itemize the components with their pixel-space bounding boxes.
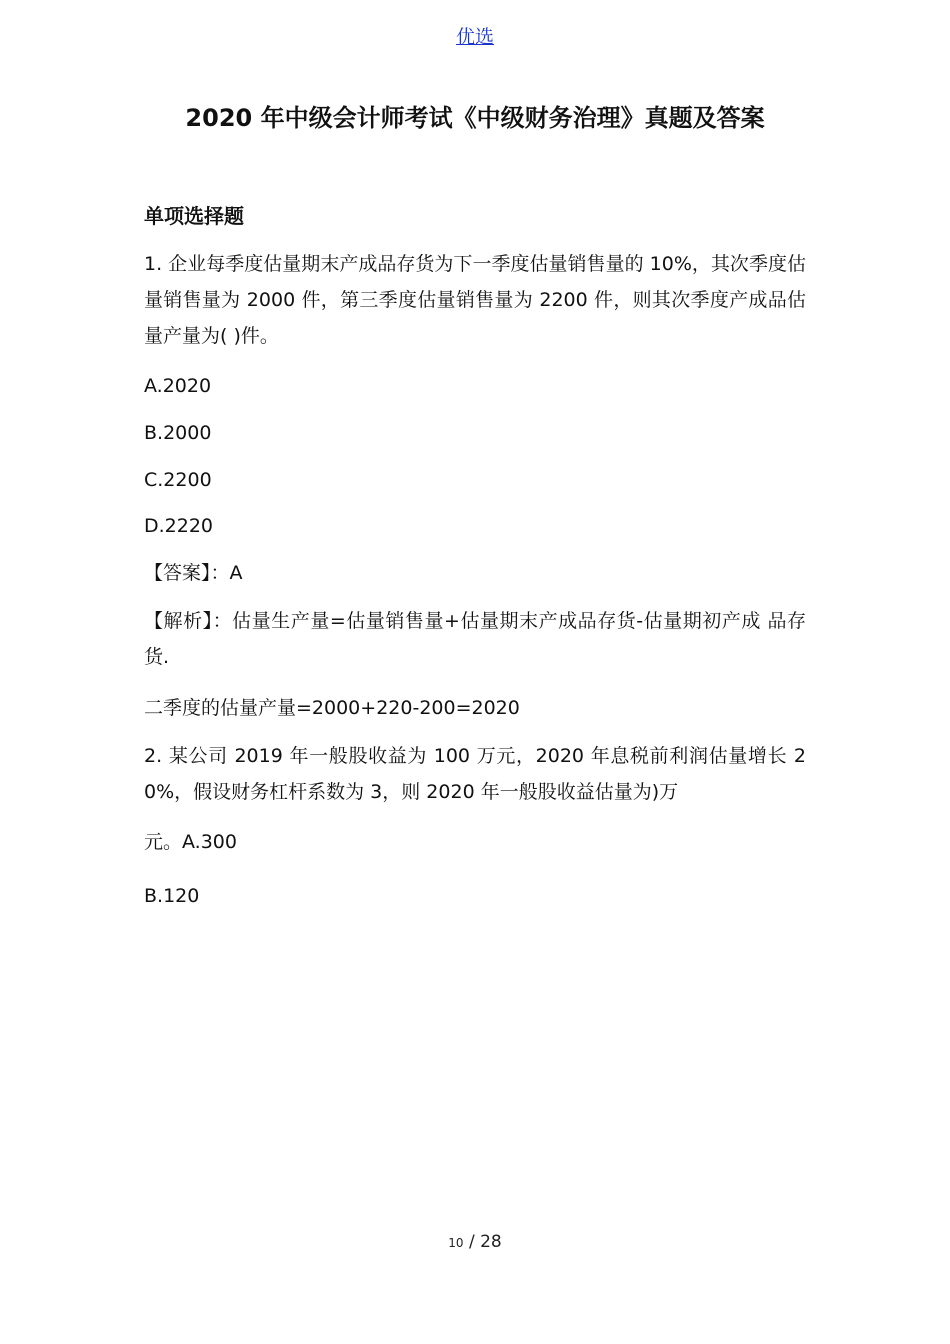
page-total: 28 (480, 1232, 502, 1252)
question-1-option-d: D.2220 (144, 515, 214, 537)
question-1-stem: 1. 企业每季度估量期末产成品存货为下一季度估量销售量的 10%，其次季度估量销售量为 2000 件，第三季度估量销售量为 2200 件，则其次季度产成品估量产量为( )件。 (144, 253, 806, 347)
header-link[interactable]: 优选 (455, 26, 494, 48)
question-2-option-b: B.120 (144, 885, 200, 907)
question-2-continuation: 元。A.300 (144, 831, 237, 853)
question-1-answer: 【答案】：A (144, 562, 243, 584)
page-separator: / (463, 1232, 481, 1252)
document-title: 2020 年中级会计师考试《中级财务治理》真题及答案 (185, 104, 765, 132)
question-1-analysis: 【解析】：估量生产量=估量销售量+估量期末产成品存货-估量期初产成 品存货. (144, 610, 806, 668)
page-number (0, 1232, 950, 1252)
question-1-option-a: A.2020 (144, 375, 212, 397)
question-2-stem: 2. 某公司 2019 年一般股收益为 100 万元，2020 年息税前利润估量增长 20%，假设财务杠杆系数为 3，则 2020 年一般股收益估量为)万 (144, 745, 806, 803)
page-current: 10 (448, 1236, 464, 1250)
question-1-option-b: B.2000 (144, 422, 212, 444)
question-1-calculation: 二季度的估量产量=2000+220-200=2020 (144, 697, 520, 719)
question-1-option-c: C.2200 (144, 469, 212, 491)
section-heading: 单项选择题 (144, 204, 244, 228)
